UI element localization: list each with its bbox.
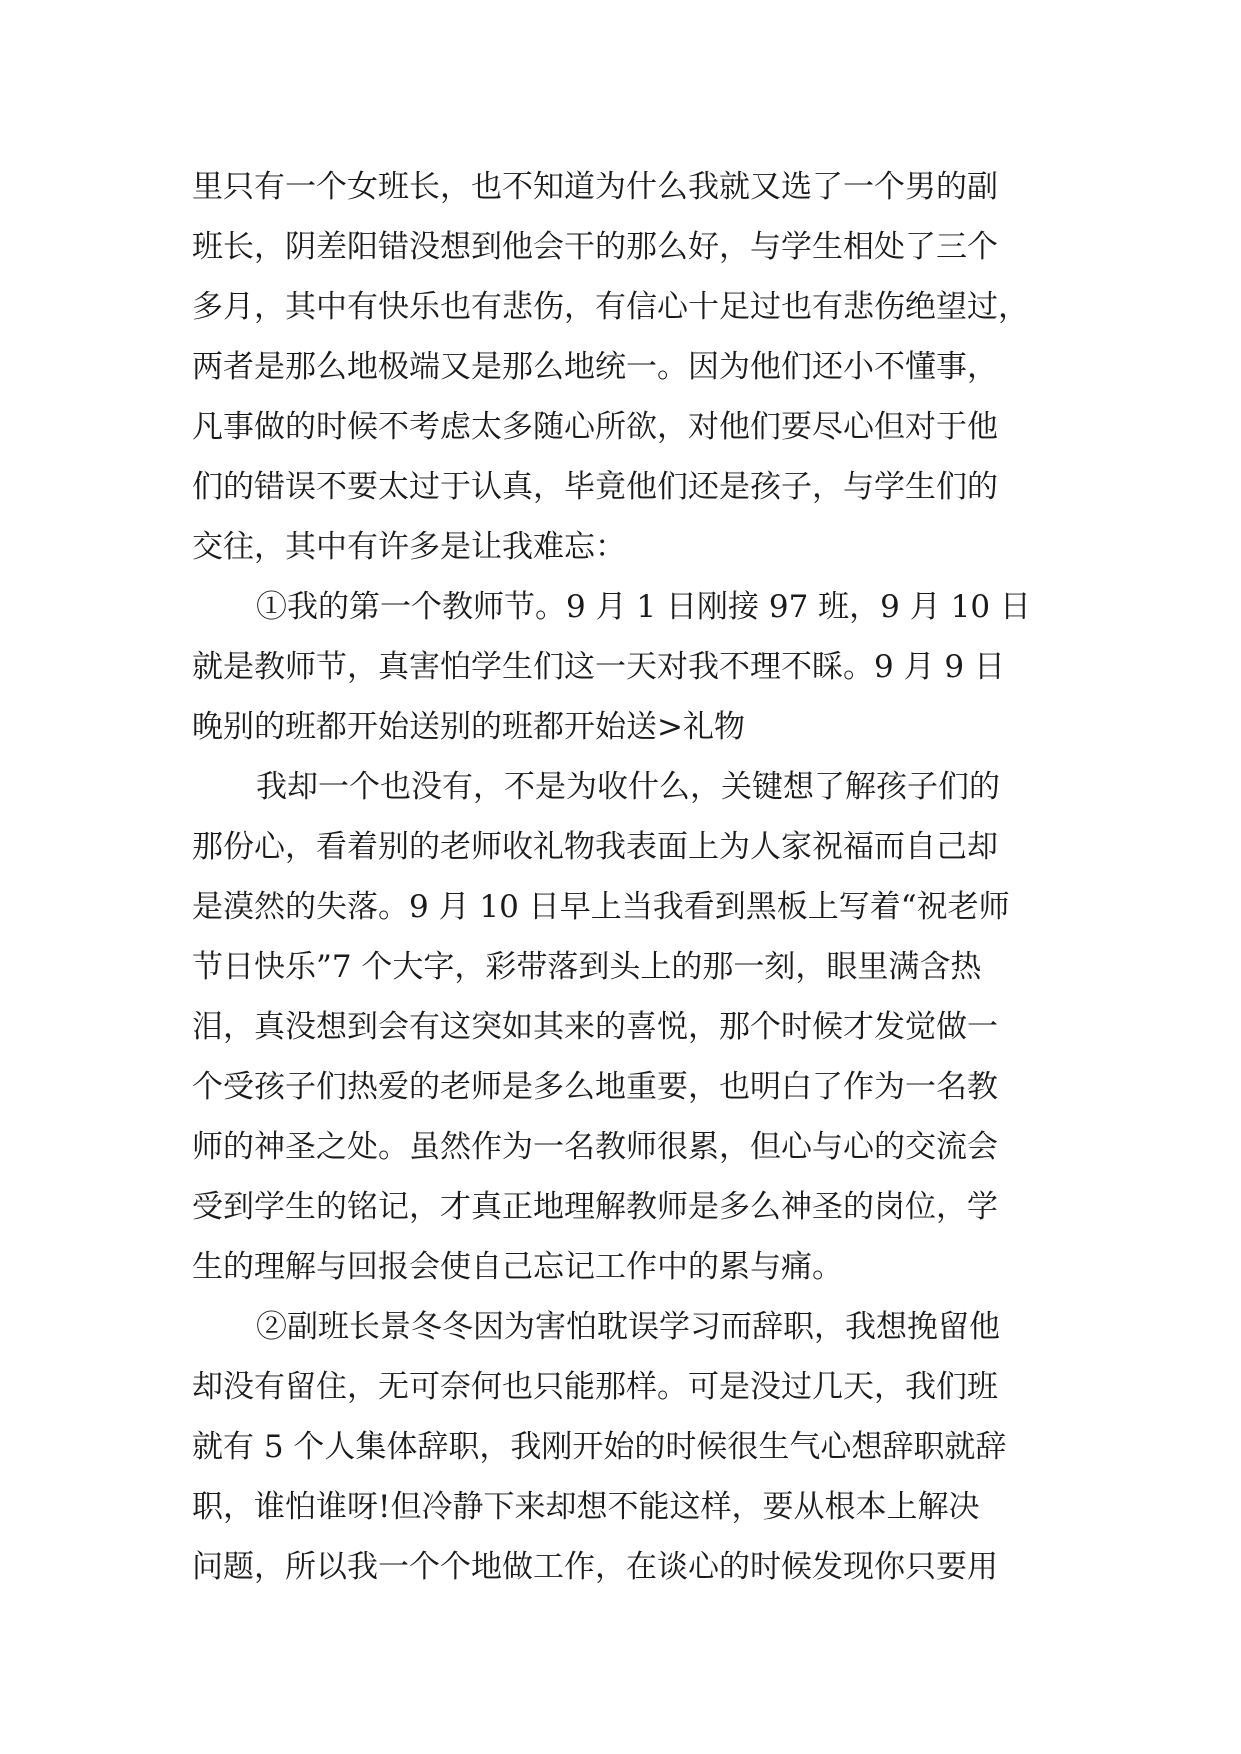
text-line: 师的神圣之处。虽然作为一名教师很累，但心与心的交流会 xyxy=(192,1129,998,1165)
text-line: 多月，其中有快乐也有悲伤，有信心十足过也有悲伤绝望过， xyxy=(192,289,1029,325)
text-line: 问题，所以我一个个地做工作，在谈心的时候发现你只要用 xyxy=(192,1549,998,1585)
paragraph-start-line: 我却一个也没有，不是为收什么，关键想了解孩子们的 xyxy=(256,769,1000,805)
text-line: 受到学生的铭记，才真正地理解教师是多么神圣的岗位，学 xyxy=(192,1189,998,1225)
text-line: 却没有留住，无可奈何也只能那样。可是没过几天，我们班 xyxy=(192,1369,998,1405)
text-line: 交往，其中有许多是让我难忘： xyxy=(192,529,626,565)
text-line: 们的错误不要太过于认真，毕竟他们还是孩子，与学生们的 xyxy=(192,469,998,505)
text-line: 凡事做的时候不考虑太多随心所欲，对他们要尽心但对于他 xyxy=(192,409,998,445)
text-line: 晚别的班都开始送别的班都开始送>礼物 xyxy=(192,709,745,745)
text-line: 是漠然的失落。9 月 10 日早上当我看到黑板上写着“祝老师 xyxy=(192,889,1010,925)
text-line: 个受孩子们热爱的老师是多么地重要，也明白了作为一名教 xyxy=(192,1069,998,1105)
text-line: 就是教师节，真害怕学生们这一天对我不理不睬。9 月 9 日 xyxy=(192,649,1006,685)
paragraph-start-line: ②副班长景冬冬因为害怕耽误学习而辞职，我想挽留他 xyxy=(256,1309,1000,1345)
text-line: 职，谁怕谁呀!但冷静下来却想不能这样，要从根本上解决 xyxy=(192,1489,980,1525)
body-text xyxy=(192,157,1072,1597)
text-line: 泪，真没想到会有这突如其来的喜悦，那个时候才发觉做一 xyxy=(192,1009,998,1045)
text-line: 生的理解与回报会使自己忘记工作中的累与痛。 xyxy=(192,1249,843,1285)
text-line: 那份心，看着别的老师收礼物我表面上为人家祝福而自己却 xyxy=(192,829,998,865)
text-line: 就有 5 个人集体辞职，我刚开始的时候很生气心想辞职就辞 xyxy=(192,1429,1007,1465)
text-line: 两者是那么地极端又是那么地统一。因为他们还小不懂事， xyxy=(192,349,998,385)
paragraph-start-line: ①我的第一个教师节。9 月 1 日刚接 97 班，9 月 10 日 xyxy=(256,589,1031,625)
text-line: 节日快乐”7 个大字，彩带落到头上的那一刻，眼里满含热 xyxy=(192,949,982,985)
text-line: 里只有一个女班长，也不知道为什么我就又选了一个男的副 xyxy=(192,169,998,205)
text-line: 班长，阴差阳错没想到他会干的那么好，与学生相处了三个 xyxy=(192,229,998,265)
